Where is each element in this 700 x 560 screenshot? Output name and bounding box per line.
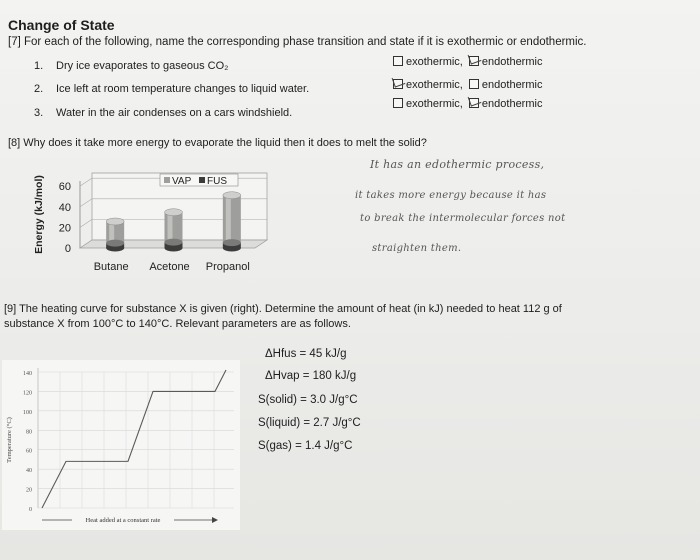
question-7-prompt: [7] For each of the following, name the corresponding phase transition and state if it is exothermic or endothermic. [8,36,587,48]
legend-swatch-vap [164,177,170,183]
param-s-liquid: S(liquid) = 2.7 J/g°C [258,417,361,429]
heating-curve-line [42,370,226,508]
x-arrow-head [212,517,218,523]
item-text: Ice left at room temperature changes to liquid water. [56,83,310,95]
bar-vap-highlight [226,195,231,242]
question-7-item-1-options [393,56,542,68]
heating-curve-y-tick: 120 [23,390,32,397]
item-number: 2. [34,83,44,95]
question-7-item-3-options [393,98,542,110]
heating-curve-y-tick: 0 [29,507,32,513]
exothermic-label: exothermic, [406,98,463,110]
y-gridline-side [80,219,92,227]
heating-curve-figure [2,360,240,530]
heating-curve-y-tick: 140 [23,371,32,377]
heating-curve-y-tick: 60 [26,448,32,455]
bar-vap-top [165,209,183,216]
item-number: 1. [34,60,44,72]
endothermic-checkbox-checked[interactable] [469,56,479,66]
energy-bar-chart [30,172,320,290]
item-number: 3. [34,107,44,119]
param-s-solid: S(solid) = 3.0 J/g°C [258,394,358,406]
bar-vap-highlight [168,212,173,242]
endothermic-checkbox[interactable] [469,79,479,89]
y-gridline-side [80,178,92,186]
bar-vap-top [106,218,124,225]
bar-fus-vap-seam [223,239,241,246]
y-tick-label: 60 [58,181,71,194]
question-8-prompt: [8] Why does it take more energy to evaporate the liquid then it does to melt the solid? [8,137,427,149]
x-tick-label: Propanol [205,261,250,273]
heating-curve-x-label: Heat added at a constant rate [85,517,161,524]
y-tick-label: 40 [58,201,71,214]
handwritten-answer-line-4: straighten them. [372,243,462,254]
page-title: Change of State [8,17,115,33]
question-9-prompt-line-2: substance X from 100°C to 140°C. Relevant parameters are as follows. [4,318,351,330]
legend-label-fus: FUS [207,176,227,187]
y-gridline-side [80,199,92,207]
exothermic-checkbox-checked[interactable] [393,79,403,89]
bar-fus-vap-seam [165,239,183,246]
x-tick-label: Butane [93,261,129,273]
x-tick-label: Acetone [149,261,190,273]
exothermic-label: exothermic, [406,56,463,68]
param-s-gas: S(gas) = 1.4 J/g°C [258,440,353,452]
y-tick-label: 20 [58,222,71,235]
exothermic-label: exothermic, [406,79,463,91]
heating-curve-svg [2,360,240,530]
item-text: Water in the air condenses on a cars windshield. [56,107,293,119]
heating-curve-y-tick: 20 [26,487,32,494]
y-tick-label: 0 [64,243,71,255]
bar-fus-vap-seam [106,240,124,247]
bar-vap-top [223,192,241,199]
item-text: Dry ice evaporates to gaseous CO₂ [56,60,229,72]
endothermic-label: endothermic [481,98,543,110]
legend-swatch-fus [199,177,205,183]
question-7-item-1 [34,60,228,72]
heating-curve-y-label: Temperature (°C) [6,417,13,463]
exothermic-checkbox[interactable] [393,56,403,66]
heating-curve-y-tick: 80 [26,429,32,436]
bar-vap-propanol [223,195,241,242]
param-dhfus: ΔHfus = 45 kJ/g [265,348,347,360]
handwritten-answer-line-3: to break the intermolecular forces not [360,213,566,224]
energy-chart-svg [30,172,320,290]
handwritten-answer-line-2: it takes more energy because it has [355,190,547,201]
question-7-item-3 [34,107,292,119]
exothermic-checkbox[interactable] [393,98,403,108]
question-7-item-2 [34,83,309,95]
endothermic-label: endothermic [481,79,543,91]
param-dhvap: ΔHvap = 180 kJ/g [265,370,357,382]
endothermic-label: endothermic [481,56,543,68]
legend-label-vap: VAP [172,176,192,187]
endothermic-checkbox-checked[interactable] [469,98,479,108]
handwritten-answer-line-1: It has an edothermic process, [370,158,545,171]
y-axis-label: Energy (kJ/mol) [33,175,45,254]
question-7-item-2-options [393,79,542,91]
heating-curve-y-tick: 40 [26,468,32,475]
heating-curve-y-tick: 100 [23,409,32,416]
question-9-prompt-line-1: [9] The heating curve for substance X is given (right). Determine the amount of heat (in kJ) needed to heat 112 g of [4,303,562,315]
bar-vap-acetone [165,212,183,242]
